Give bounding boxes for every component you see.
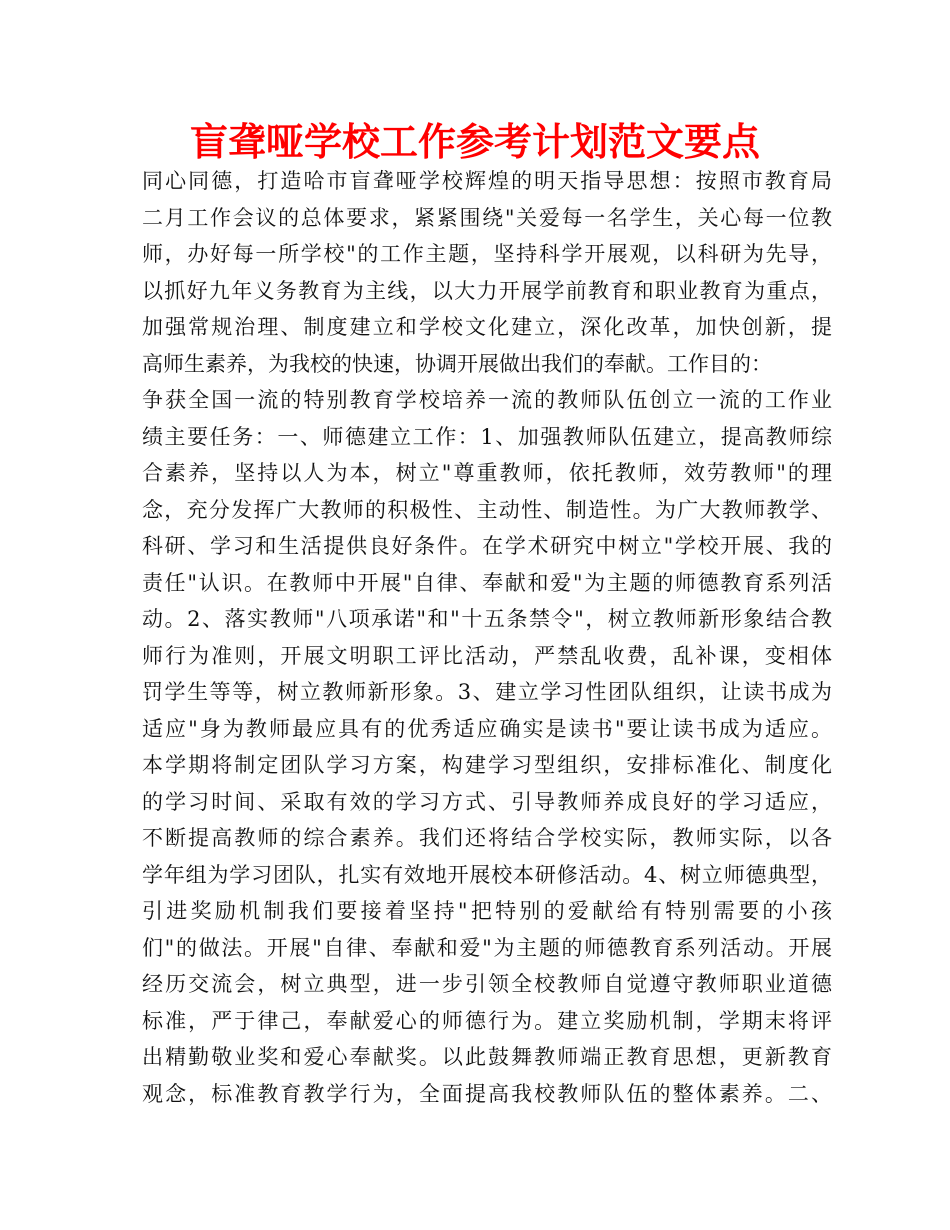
body-line: 的学习时间、采取有效的学习方式、引导教师养成良好的学习适应， [142, 789, 832, 814]
body-line: 师，办好每一所学校"的工作主题，坚持科学开展观，以科研为先导， [142, 242, 832, 266]
body-line: 同心同德，打造哈市盲聋哑学校辉煌的明天指导思想：按照市教育局 [142, 169, 832, 193]
body-line: 不断提高教师的综合素养。我们还将结合学校实际，教师实际，以各 [142, 826, 832, 850]
body-line: 适应"身为教师最应具有的优秀适应确实是读书"要让读书成为适应。 [142, 716, 832, 741]
body-line: 标准，严于律己，奉献爱心的师德行为。建立奖励机制，学期末将评 [142, 1008, 832, 1033]
document-title: 盲聋哑学校工作参考计划范文要点 [189, 120, 760, 164]
body-line: 念，充分发挥广大教师的积极性、主动性、制造性。为广大教师教学、 [142, 497, 832, 522]
body-line: 争获全国一流的特别教育学校培养一流的教师队伍创立一流的工作业 [142, 388, 832, 412]
document-body [142, 163, 832, 1112]
body-line: 师行为准则，开展文明职工评比活动，严禁乱收费，乱补课，变相体 [142, 643, 832, 668]
body-line: 们"的做法。开展"自律、奉献和爱"为主题的师德教育系列活动。开展 [142, 935, 832, 960]
body-line: 经历交流会，树立典型，进一步引领全校教师自觉遵守教师职业道德 [142, 972, 832, 996]
body-line: 绩主要任务：一、师德建立工作：1、加强教师队伍建立，提高教师综 [142, 424, 832, 449]
body-line: 二月工作会议的总体要求，紧紧围绕"关爱每一名学生，关心每一位教 [142, 205, 832, 230]
body-line: 责任"认识。在教师中开展"自律、奉献和爱"为主题的师德教育系列活 [142, 570, 832, 595]
body-line: 高师生素养，为我校的快速，协调开展做出我们的奉献。工作目的： [142, 351, 772, 376]
body-line: 动。2、落实教师"八项承诺"和"十五条禁令"，树立教师新形象结合教 [142, 607, 832, 631]
body-line: 学年组为学习团队，扎实有效地开展校本研修活动。4、树立师德典型， [142, 862, 832, 887]
body-line: 引进奖励机制我们要接着坚持"把特别的爱献给有特别需要的小孩 [142, 899, 832, 923]
body-line: 加强常规治理、制度建立和学校文化建立，深化改革，加快创新，提 [142, 315, 832, 339]
body-line: 本学期将制定团队学习方案，构建学习型组织，安排标准化、制度化 [142, 753, 832, 777]
body-line: 出精勤敬业奖和爱心奉献奖。以此鼓舞教师端正教育思想，更新教育 [142, 1045, 832, 1069]
body-line: 罚学生等等，树立教师新形象。3、建立学习性团队组织，让读书成为 [142, 680, 832, 704]
body-line: 科研、学习和生活提供良好条件。在学术研究中树立"学校开展、我的 [142, 534, 832, 558]
body-line: 观念，标准教育教学行为，全面提高我校教师队伍的整体素养。二、 [142, 1081, 832, 1106]
body-line: 合素养，坚持以人为本，树立"尊重教师，依托教师，效劳教师"的理 [142, 461, 832, 485]
body-line: 以抓好九年义务教育为主线，以大力开展学前教育和职业教育为重点， [142, 278, 832, 303]
